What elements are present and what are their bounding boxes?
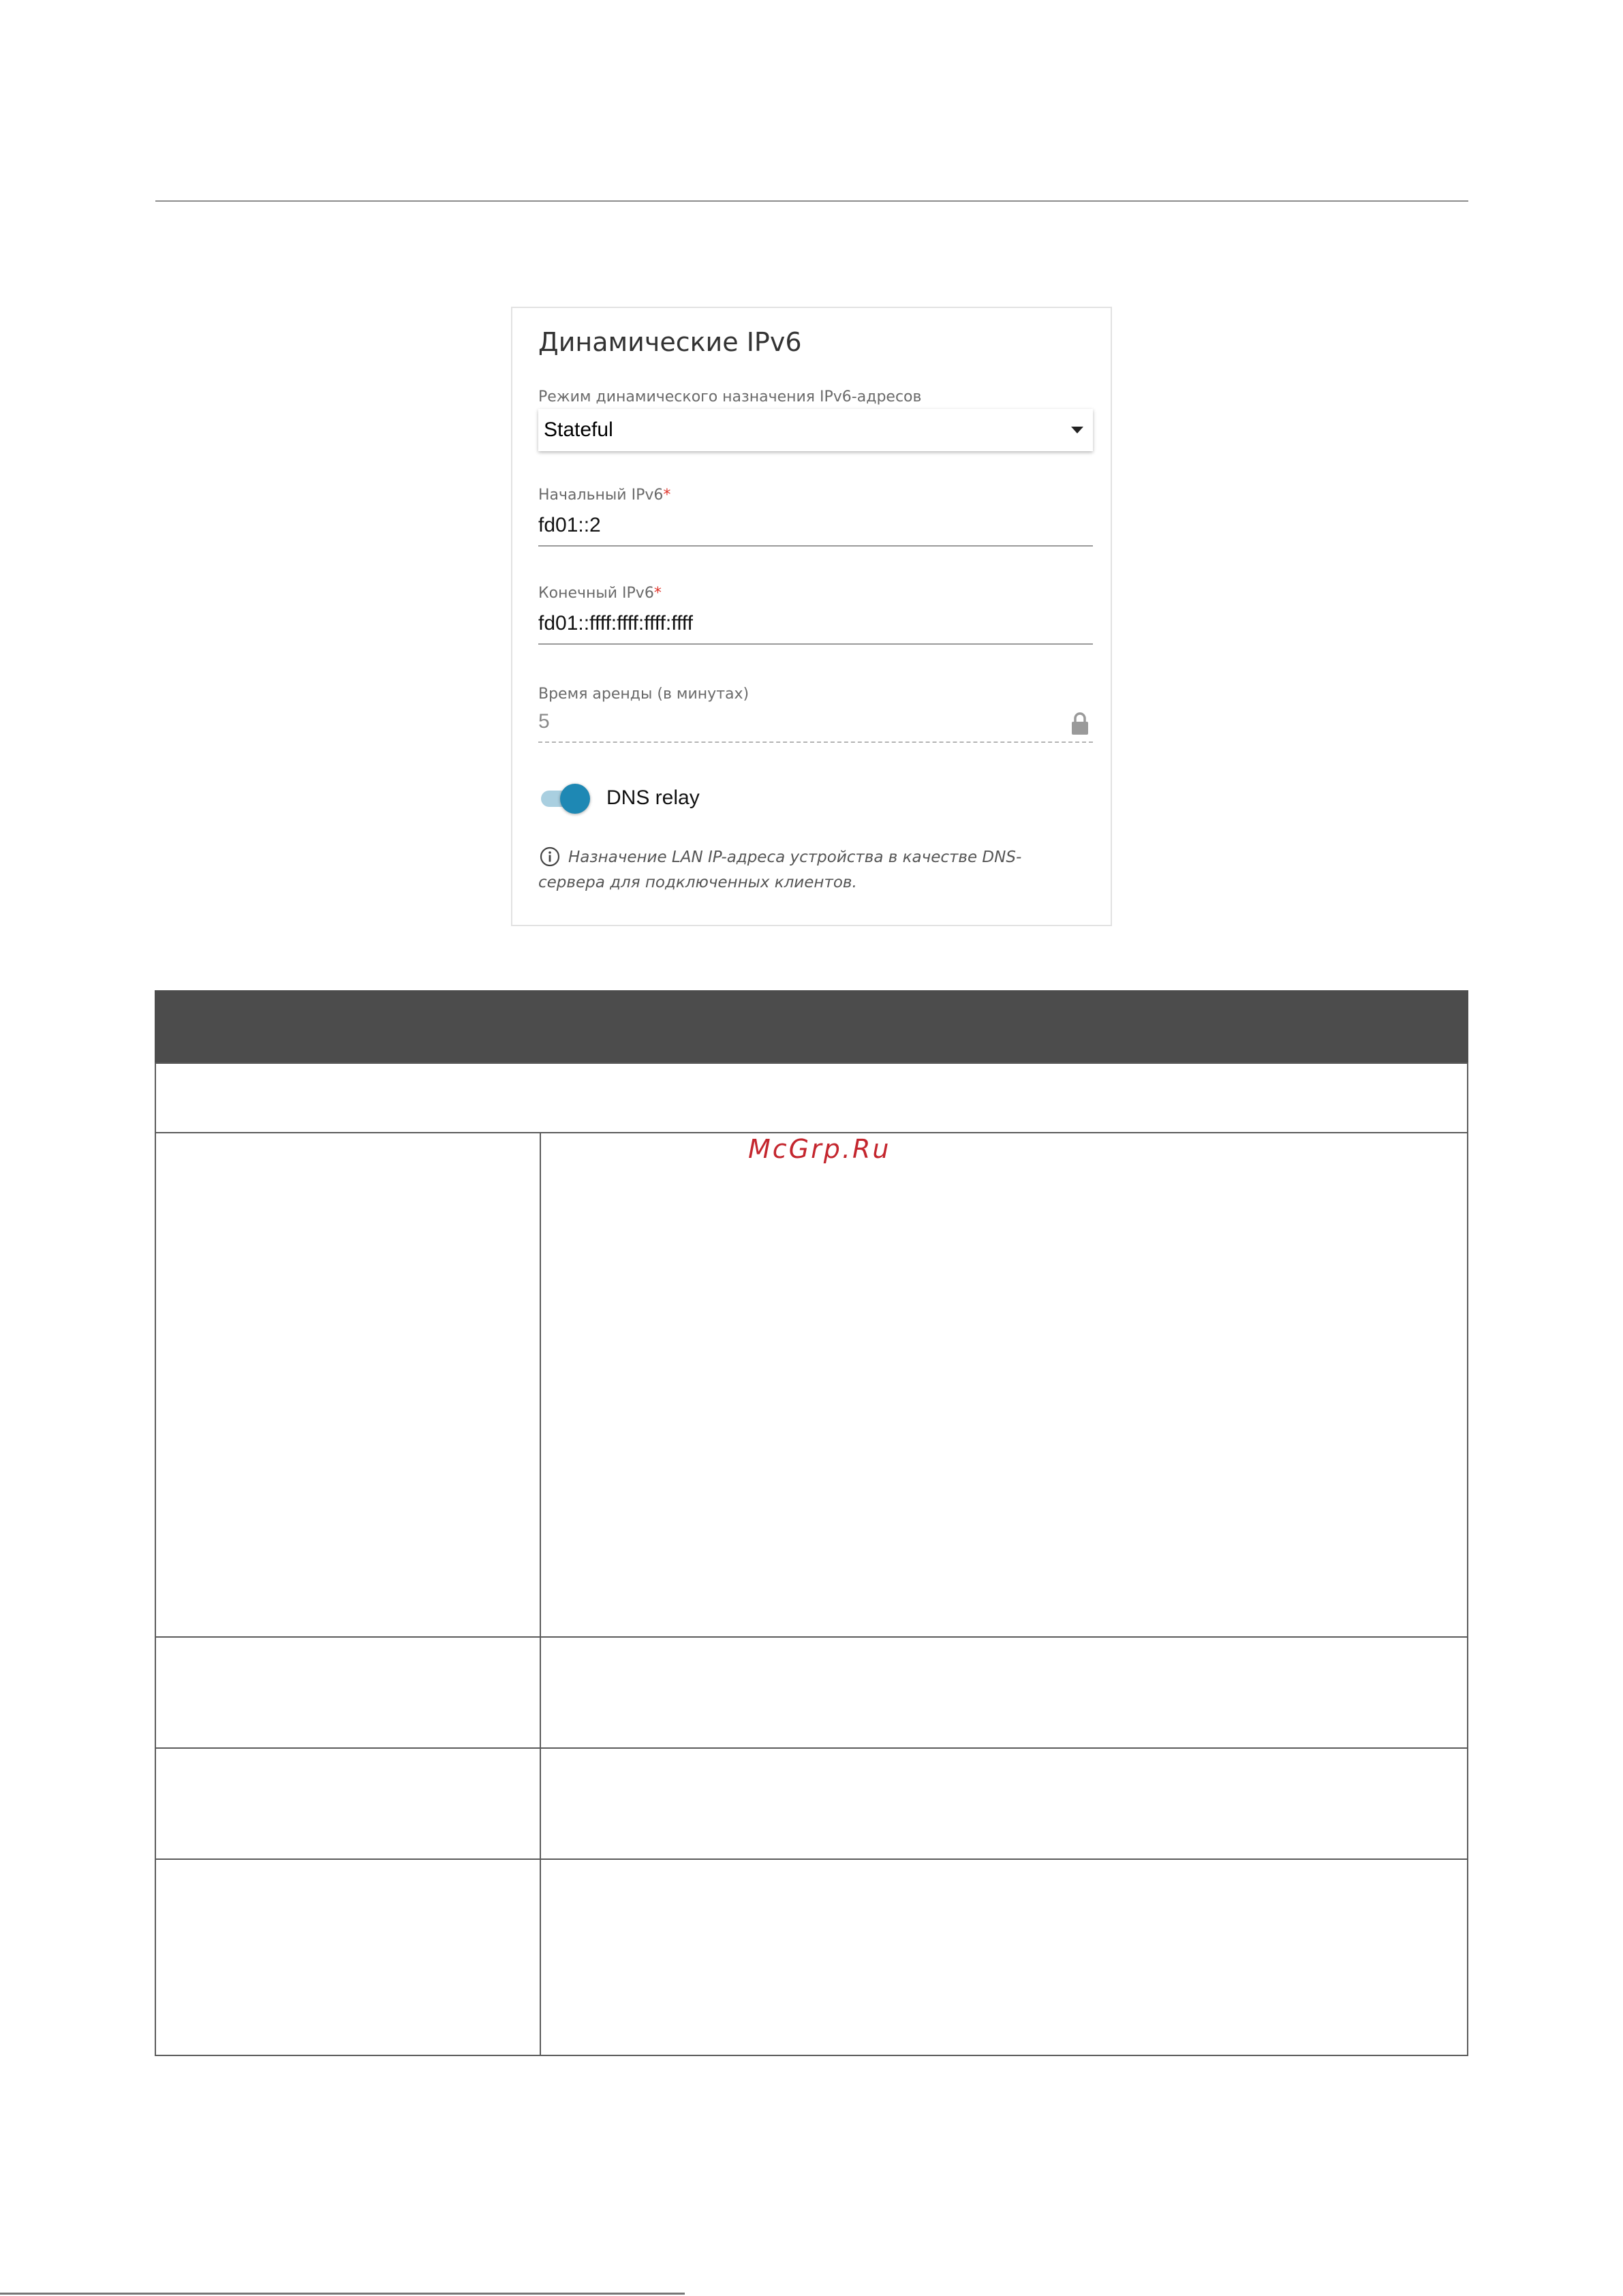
bottom-divider	[0, 2293, 685, 2295]
dns-relay-hint-text: Назначение LAN IP-адреса устройства в качестве DNS-сервера для подключенных клиентов.	[538, 848, 1022, 891]
mode-select-value: Stateful	[544, 418, 613, 441]
panel-title: Динамические IPv6	[538, 327, 802, 357]
start-ipv6-field[interactable]	[538, 507, 1093, 547]
mode-select[interactable]	[538, 409, 1093, 451]
table-cell-desc-1	[540, 1132, 1468, 1638]
table-header	[155, 990, 1468, 1062]
lease-time-value: 5	[538, 710, 550, 733]
dns-relay-toggle[interactable]	[541, 784, 590, 814]
top-divider	[155, 200, 1468, 202]
start-ipv6-label-text: Начальный IPv6	[538, 487, 664, 504]
end-ipv6-label	[538, 585, 662, 602]
table-cell-desc-2	[540, 1636, 1468, 1749]
dns-relay-hint	[538, 845, 1083, 896]
required-mark: *	[653, 585, 662, 602]
lease-time-label: Время аренды (в минутах)	[538, 686, 749, 703]
caret-down-icon	[1071, 427, 1083, 433]
end-ipv6-field[interactable]	[538, 605, 1093, 645]
mode-label: Режим динамического назначения IPv6-адресов	[538, 388, 922, 405]
lock-icon	[1070, 711, 1090, 736]
watermark: McGrp.Ru	[748, 1134, 891, 1164]
required-mark: *	[663, 487, 671, 504]
end-ipv6-label-text: Конечный IPv6	[538, 585, 654, 602]
table-cell-param-2	[155, 1636, 541, 1749]
lease-time-field	[538, 703, 1093, 743]
table-cell-param-1	[155, 1132, 541, 1638]
start-ipv6-label	[538, 487, 670, 504]
table-cell-param-3	[155, 1747, 541, 1860]
table-cell-desc-3	[540, 1747, 1468, 1860]
table-cell-param-4	[155, 1858, 541, 2056]
table-cell-desc-4	[540, 1858, 1468, 2056]
start-ipv6-value: fd01::2	[538, 514, 601, 536]
end-ipv6-value: fd01::ffff:ffff:ffff:ffff	[538, 612, 693, 634]
table-section-row	[155, 1062, 1468, 1133]
dynamic-ipv6-panel	[511, 307, 1112, 926]
dns-relay-label: DNS relay	[606, 786, 700, 809]
dns-relay-toggle-knob	[560, 784, 590, 814]
